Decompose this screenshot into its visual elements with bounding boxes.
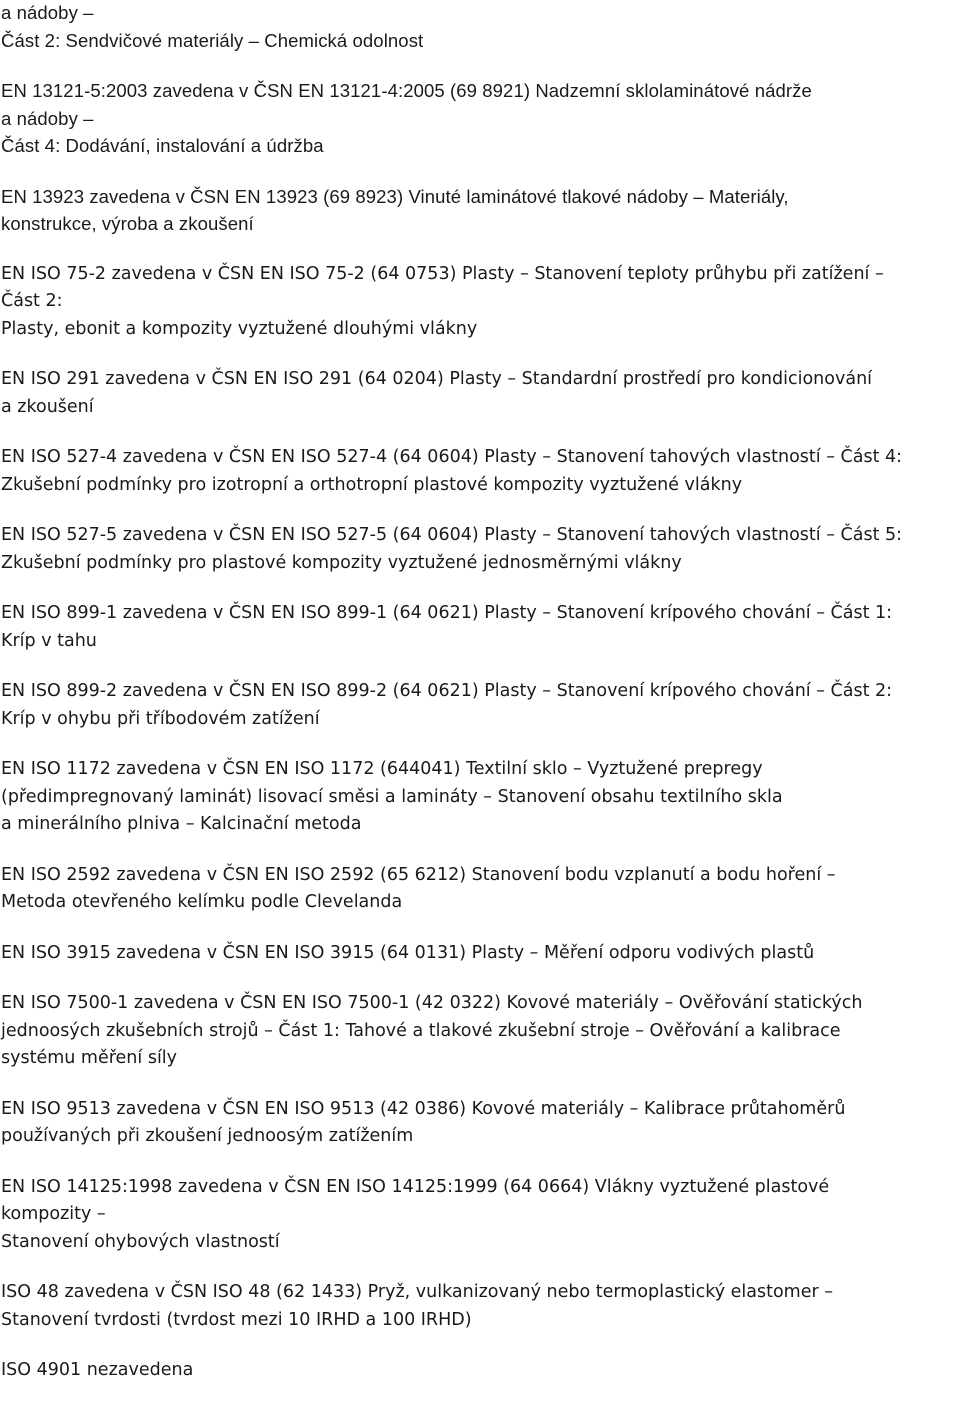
entry-text-line: Kríp v tahu: [1, 630, 97, 651]
entry-text-line: EN ISO 9513 zavedena v ČSN EN ISO 9513 (42 0386) Kovové materiály – Kalibrace průtahoměrů: [1, 1098, 846, 1119]
entry-text-line: EN ISO 1172 zavedena v ČSN EN ISO 1172 (644041) Textilní sklo – Vyztužené prepregy: [1, 759, 763, 779]
standard-reference-entry: [1, 862, 959, 917]
standard-reference-entry: [1, 600, 959, 655]
entry-text-line: jednoosých zkušebních strojů – Část 1: Tahové a tlakové zkušební stroje – Ověřování a kalibrace: [1, 1020, 841, 1041]
standard-reference-entry: [1, 77, 959, 160]
entry-text-line: EN ISO 3915 zavedena v ČSN EN ISO 3915 (64 0131) Plasty – Měření odporu vodivých plastů: [1, 942, 815, 963]
entry-text-line: EN ISO 899-1 zavedena v ČSN EN ISO 899-1 (64 0621) Plasty – Stanovení krípového chování – Část 1:: [1, 603, 893, 623]
entry-text-line: Část 4: Dodávání, instalování a údržba: [1, 135, 324, 156]
standard-reference-entry: [1, 1357, 959, 1385]
entry-text-line: Plasty, ebonit a kompozity vyztužené dlouhými vlákny: [1, 318, 478, 339]
entry-text-line: EN 13923 zavedena v ČSN EN 13923 (69 8923) Vinuté laminátové tlakové nádoby – Materiály,: [1, 185, 789, 207]
standard-reference-entry: [1, 940, 959, 968]
entry-text-line: ISO 4901 nezavedena: [1, 1360, 194, 1380]
entry-text-line: Zkušební podmínky pro izotropní a orthotropní plastové kompozity vyztužené vlákny: [1, 474, 743, 495]
entry-text-line: Část 2:: [1, 291, 63, 311]
entry-text-line: a nádoby –: [1, 2, 94, 23]
entry-text-line: EN ISO 2592 zavedena v ČSN EN ISO 2592 (65 6212) Stanovení bodu vzplanutí a bodu hoření –: [1, 864, 836, 885]
entry-text-line: ISO 48 zavedena v ČSN ISO 48 (62 1433) Pryž, vulkanizovaný nebo termoplastický elastomer –: [1, 1282, 834, 1302]
entry-text-line: EN ISO 7500-1 zavedena v ČSN EN ISO 7500-1 (42 0322) Kovové materiály – Ověřování statických: [1, 993, 863, 1013]
entry-text-line: Kríp v ohybu při tříbodovém zatížení: [1, 708, 320, 729]
entry-text-line: kompozity –: [1, 1204, 106, 1224]
entry-text-line: (předimpregnovaný laminát) lisovací směsi a lamináty – Stanovení obsahu textilního skla: [1, 786, 783, 807]
entry-text-line: EN ISO 75-2 zavedena v ČSN EN ISO 75-2 (64 0753) Plasty – Stanovení teploty průhybu při zatížení –: [1, 263, 884, 284]
entry-text-line: EN ISO 899-2 zavedena v ČSN EN ISO 899-2 (64 0621) Plasty – Stanovení krípového chování – Část 2:: [1, 681, 893, 701]
entry-text-line: a minerálního plniva – Kalcinační metoda: [1, 814, 362, 834]
entry-text-line: EN ISO 527-4 zavedena v ČSN EN ISO 527-4 (64 0604) Plasty – Stanovení tahových vlastností – Část 4:: [1, 447, 903, 467]
standard-reference-entry: [1, 522, 959, 577]
entry-text-line: systému měření síly: [1, 1048, 178, 1068]
entry-text-line: a zkoušení: [1, 396, 94, 417]
entry-text-line: EN 13121-5:2003 zavedena v ČSN EN 13121-4:2005 (69 8921) Nadzemní sklolaminátové nádrže: [1, 80, 812, 101]
standard-reference-entry: [1, 366, 959, 421]
standard-reference-entry: [1, 990, 959, 1073]
standard-reference-entry: [1, 261, 959, 344]
entry-text-line: EN ISO 527-5 zavedena v ČSN EN ISO 527-5 (64 0604) Plasty – Stanovení tahových vlastností – Část 5:: [1, 525, 903, 545]
entry-text-line: používaných při zkoušení jednoosým zatížením: [1, 1126, 414, 1146]
standard-reference-entry: [1, 444, 959, 499]
standard-reference-entry: [1, 183, 959, 238]
document-page: [1, 0, 959, 1408]
entry-text-line: Část 2: Sendvičové materiály – Chemická odolnost: [1, 29, 424, 51]
standard-reference-entry: [1, 756, 959, 839]
standard-reference-entry: [1, 678, 959, 733]
entry-text-line: EN ISO 14125:1998 zavedena v ČSN EN ISO 14125:1999 (64 0664) Vlákny vyztužené plastové: [1, 1176, 830, 1197]
standard-reference-entry: [1, 1279, 959, 1334]
standard-reference-entry: [1, 1096, 959, 1151]
standard-reference-entry: [1, 1174, 959, 1257]
entry-text-line: EN ISO 291 zavedena v ČSN EN ISO 291 (64 0204) Plasty – Standardní prostředí pro kondicionování: [1, 369, 873, 389]
entry-text-line: a nádoby –: [1, 107, 94, 129]
entry-text-line: Stanovení ohybových vlastností: [1, 1231, 280, 1252]
entry-text-line: Metoda otevřeného kelímku podle Clevelanda: [1, 892, 403, 912]
entry-text-line: Zkušební podmínky pro plastové kompozity vyztužené jednosměrnými vlákny: [1, 552, 682, 573]
entry-text-line: konstrukce, výroba a zkoušení: [1, 213, 254, 234]
entry-text-line: Stanovení tvrdosti (tvrdost mezi 10 IRHD a 100 IRHD): [1, 1309, 472, 1330]
standard-reference-entry: [1, 0, 959, 54]
